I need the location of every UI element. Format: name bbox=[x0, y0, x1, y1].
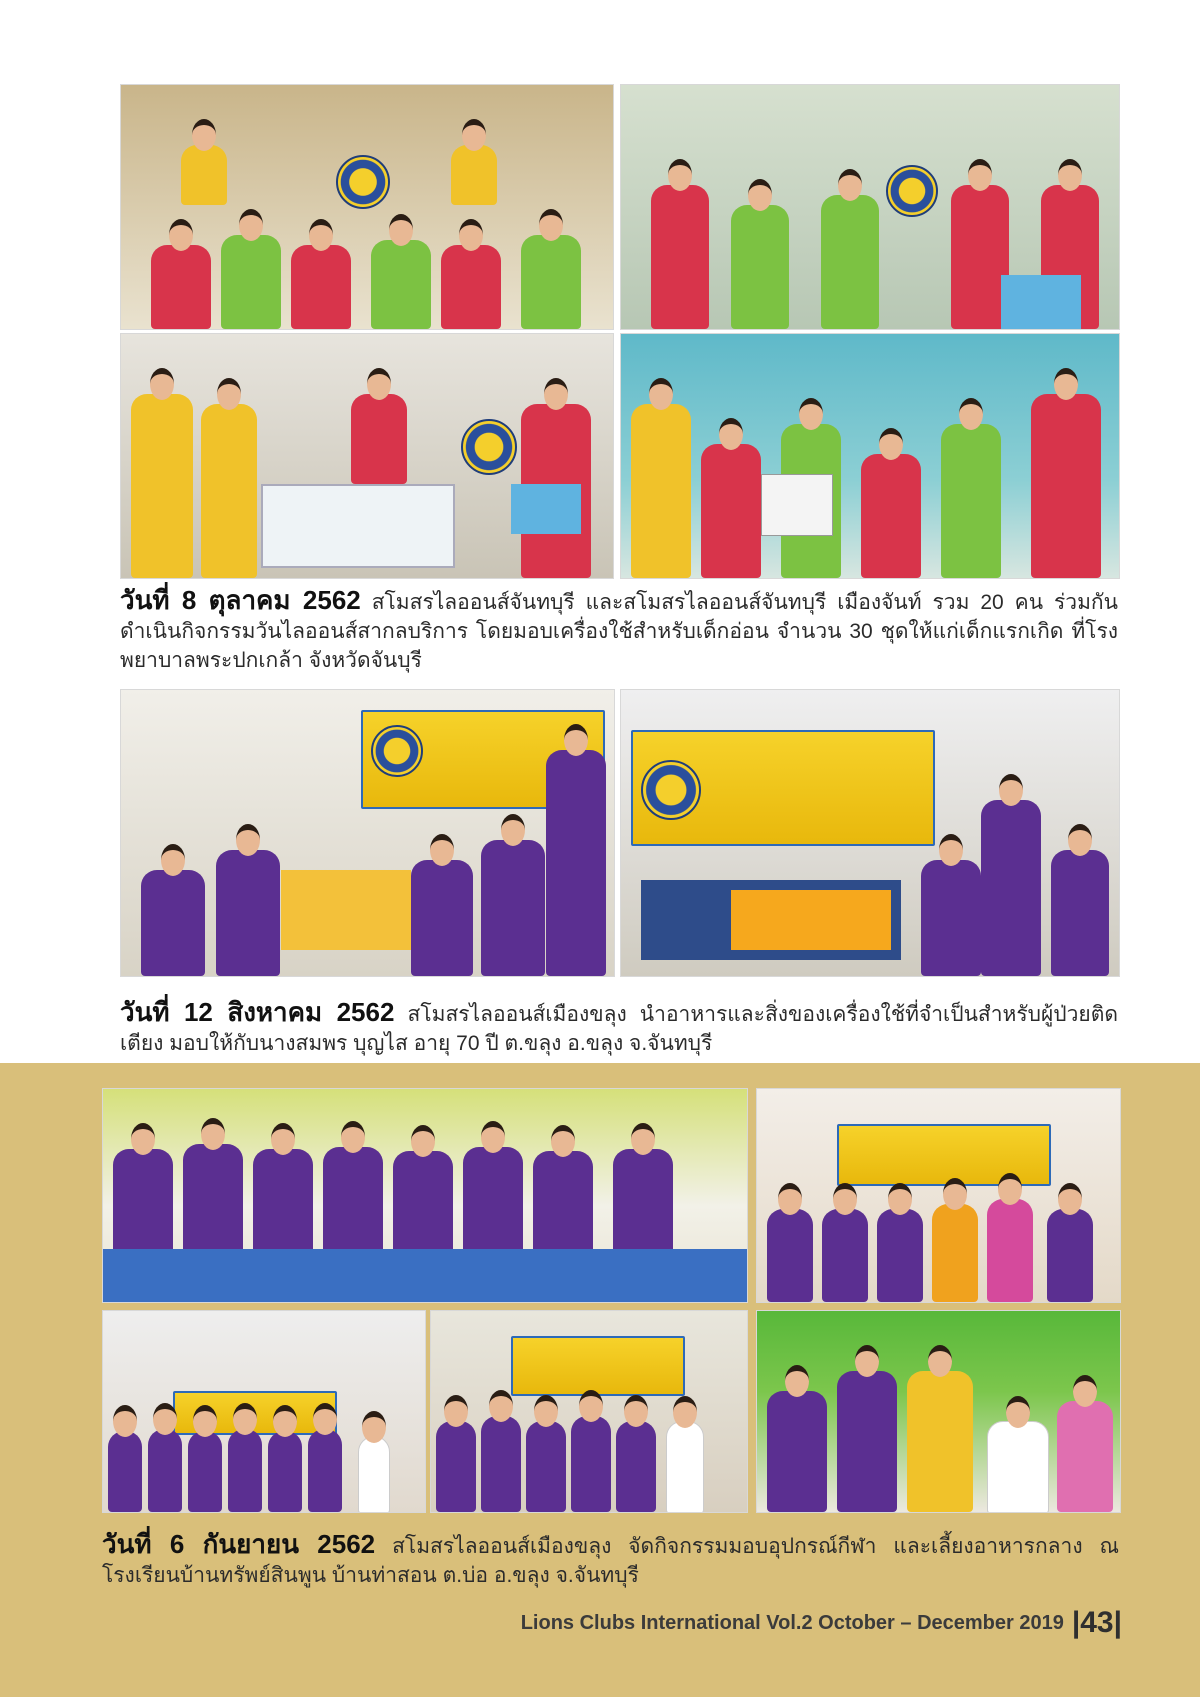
page-footer bbox=[521, 1606, 1122, 1640]
photo-1a bbox=[120, 84, 614, 330]
photo-2b bbox=[620, 689, 1120, 977]
caption-2 bbox=[120, 998, 1118, 1058]
publication-title: Lions Clubs International Vol.2 October – December 2019 bbox=[520, 1611, 1064, 1634]
caption-text: สโมสรไลออนส์เมืองขลุง จัดกิจกรรมมอบอุปกรณ์กีฬา และเลี้ยงอาหารกลาง ณ โรงเรียนบ้านทรัพย์สินพูน บ้านท่าสอน ต.บ่อ อ.ขลุง จ.จันทบุรี bbox=[102, 1535, 1119, 1587]
photo-3c bbox=[102, 1310, 426, 1513]
caption-date: วันที่ 6 กันยายน 2562 bbox=[102, 1529, 376, 1559]
lions-emblem bbox=[371, 725, 423, 777]
caption-date: วันที่ 12 สิงหาคม 2562 bbox=[120, 997, 395, 1027]
photo-3a bbox=[102, 1088, 748, 1303]
caption-3 bbox=[102, 1530, 1119, 1590]
caption-date: วันที่ 8 ตุลาคม 2562 bbox=[120, 585, 361, 615]
photo-1d bbox=[620, 333, 1120, 579]
lions-emblem bbox=[886, 165, 938, 217]
photo-2a bbox=[120, 689, 615, 977]
lions-emblem bbox=[336, 155, 390, 209]
club-banner bbox=[511, 1336, 685, 1396]
photo-1b bbox=[620, 84, 1120, 330]
page-number: |43| bbox=[1071, 1606, 1122, 1639]
caption-text: สโมสรไลออนส์จันทบุรี และสโมสรไลออนส์จันทบุรี เมืองจันท์ รวม 20 คน ร่วมกันดำเนินกิจกรรมวันไลออนส์สากลบริการ โดยมอบเครื่องใช้สำหรับเด็กอ่อน จำนวน 30 ชุดให้แก่เด็กแรกเกิด ที่โรงพยาบาลพระปกเกล้า จังหวัดจันบุรี bbox=[120, 591, 1118, 672]
lions-emblem bbox=[641, 760, 701, 820]
photo-3b bbox=[756, 1088, 1121, 1303]
photo-1c bbox=[120, 333, 614, 579]
lions-emblem bbox=[461, 419, 517, 475]
photo-3d bbox=[430, 1310, 748, 1513]
caption-text: สโมสรไลออนส์เมืองขลุง นำอาหารและสิ่งของเครื่องใช้ที่จำเป็นสำหรับผู้ป่วยติดเตียง มอบให้กับนางสมพร บุญไส อายุ 70 ปี ต.ขลุง อ.ขลุง จ.จันทบุรี bbox=[120, 1003, 1118, 1055]
club-banner bbox=[837, 1124, 1051, 1186]
photo-3e bbox=[756, 1310, 1121, 1513]
caption-1 bbox=[120, 586, 1118, 675]
